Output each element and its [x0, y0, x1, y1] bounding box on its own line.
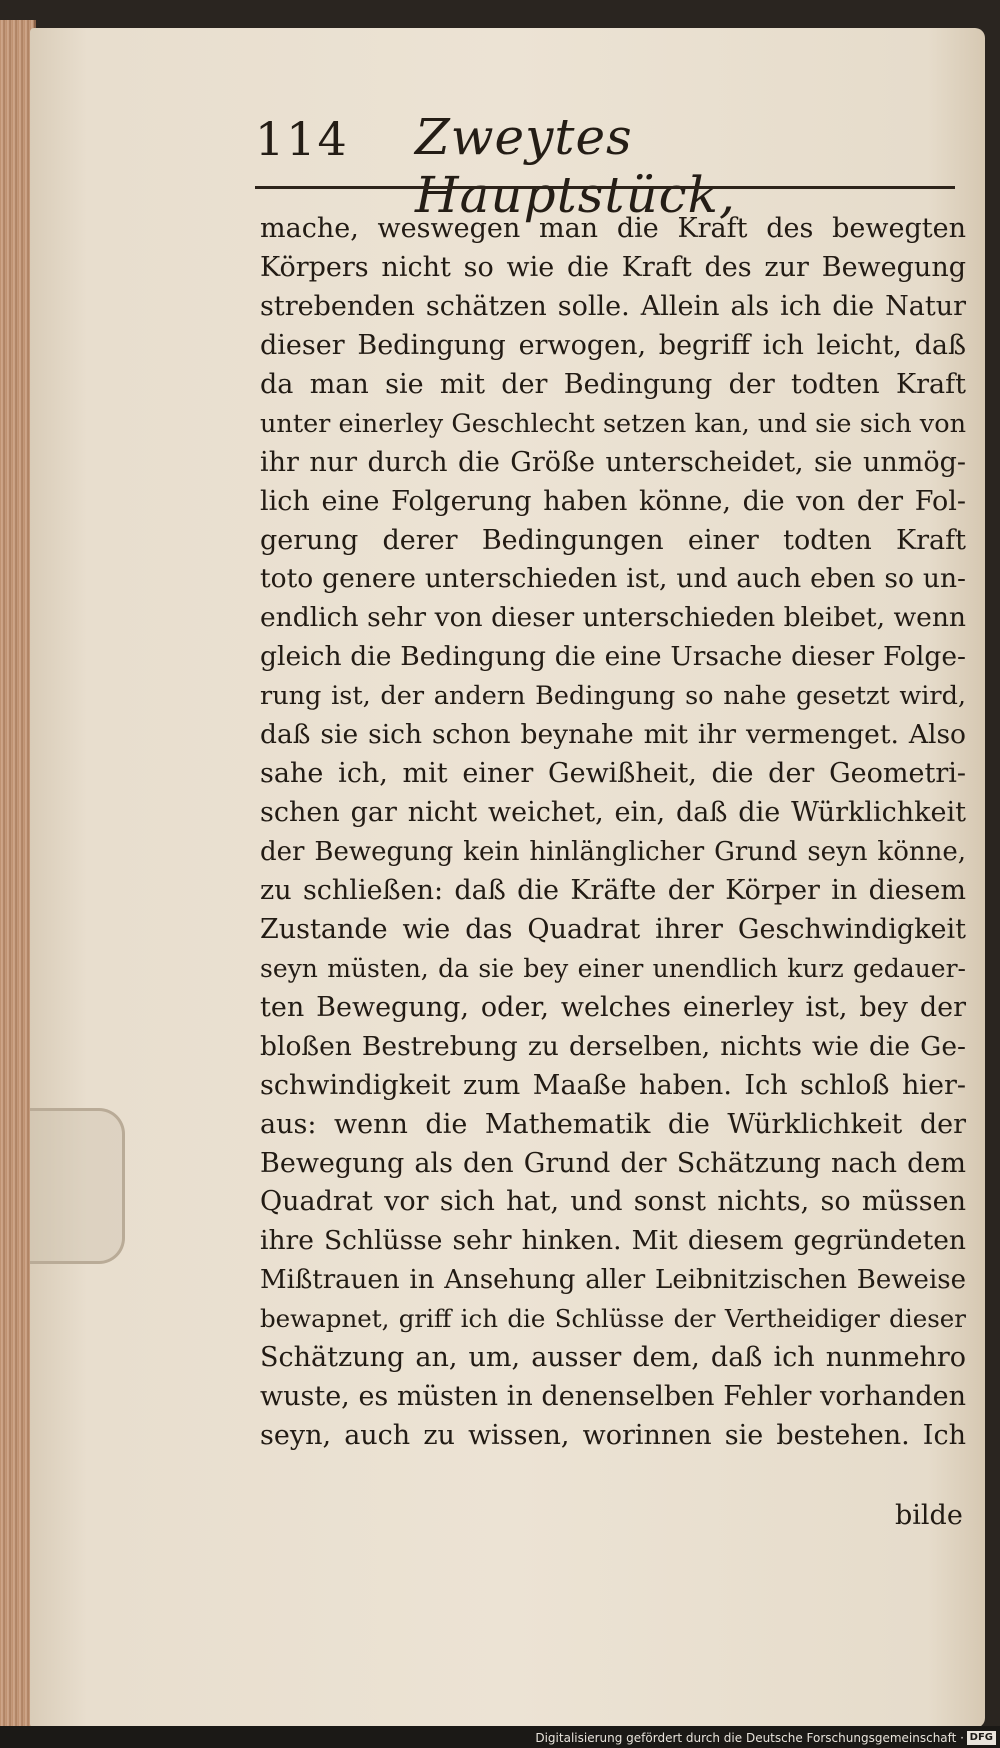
text-line: Zustande wie das Quadrat ihrer Geschwindigkeit: [260, 913, 966, 945]
text-line: daß sie sich schon beynahe mit ihr vermenget. Also: [260, 719, 966, 751]
text-line: sahe ich, mit einer Gewißheit, die der Geometri-: [260, 758, 966, 790]
text-line: der Bewegung kein hinlänglicher Grund seyn könne,: [260, 837, 966, 867]
running-head: Zweytes Hauptstück,: [415, 108, 736, 224]
text-line: Mißtrauen in Ansehung aller Leibnitzischen Beweise: [260, 1265, 966, 1296]
page-header: [255, 108, 955, 224]
catchword: bilde: [895, 1500, 963, 1531]
text-line: lich eine Folgerung haben könne, die von der Fol-: [260, 485, 966, 517]
text-line: schen gar nicht weichet, ein, daß die Würklichkeit: [260, 797, 966, 829]
text-line: toto genere unterschieden ist, und auch eben so un-: [260, 563, 966, 595]
text-line: da man sie mit der Bedingung der todten Kraft: [260, 368, 966, 400]
text-line: unter einerley Geschlecht setzen kan, und sie sich von: [260, 408, 966, 439]
body-text: [260, 210, 966, 1456]
text-line: gleich die Bedingung die eine Ursache dieser Folge-: [260, 641, 966, 673]
text-line: Quadrat vor sich hat, und sonst nichts, so müssen: [260, 1186, 966, 1218]
text-line: schwindigkeit zum Maaße haben. Ich schloß hier-: [260, 1069, 966, 1101]
text-line: ten Bewegung, oder, welches einerley ist, bey der: [260, 991, 966, 1023]
text-line: Schätzung an, um, ausser dem, daß ich nunmehro: [260, 1342, 966, 1374]
footer-bar: [0, 1726, 1000, 1748]
text-line: dieser Bedingung erwogen, begriff ich leicht, daß: [260, 329, 966, 361]
text-line: endlich sehr von dieser unterschieden bleibet, wenn: [260, 602, 966, 634]
text-line: rung ist, der andern Bedingung so nahe gesetzt wird,: [260, 681, 966, 712]
page-number: 114: [255, 112, 349, 166]
text-line: gerung derer Bedingungen einer todten Kraft: [260, 524, 966, 556]
header-rule: [255, 186, 955, 189]
text-line: zu schließen: daß die Kräfte der Körper in diesem: [260, 874, 966, 906]
text-line: aus: wenn die Mathematik die Würklichkeit der: [260, 1108, 966, 1140]
text-line: strebenden schätzen solle. Allein als ich die Natur: [260, 290, 966, 322]
text-line: ihr nur durch die Größe unterscheidet, sie unmög-: [260, 446, 966, 478]
book-clasp: [30, 1108, 125, 1264]
text-line: seyn, auch zu wissen, worinnen sie bestehen. Ich: [260, 1420, 966, 1452]
text-line: bewapnet, griff ich die Schlüsse der Vertheidiger dieser: [260, 1304, 966, 1334]
text-line: Körpers nicht so wie die Kraft des zur Bewegung: [260, 251, 966, 283]
text-line: ihre Schlüsse sehr hinken. Mit diesem gegründeten: [260, 1225, 966, 1257]
dfg-logo: DFG: [967, 1731, 996, 1745]
text-line: bloßen Bestrebung zu derselben, nichts wie die Ge-: [260, 1030, 966, 1062]
text-line: seyn müsten, da sie bey einer unendlich kurz gedauer-: [260, 953, 966, 983]
text-line: mache, weswegen man die Kraft des bewegten: [260, 213, 966, 244]
text-line: wuste, es müsten in denenselben Fehler vorhanden: [260, 1381, 966, 1413]
funding-credit: Digitalisierung gefördert durch die Deutsche Forschungsgemeinschaft ·: [535, 1731, 964, 1745]
text-line: Bewegung als den Grund der Schätzung nach dem: [260, 1147, 966, 1179]
